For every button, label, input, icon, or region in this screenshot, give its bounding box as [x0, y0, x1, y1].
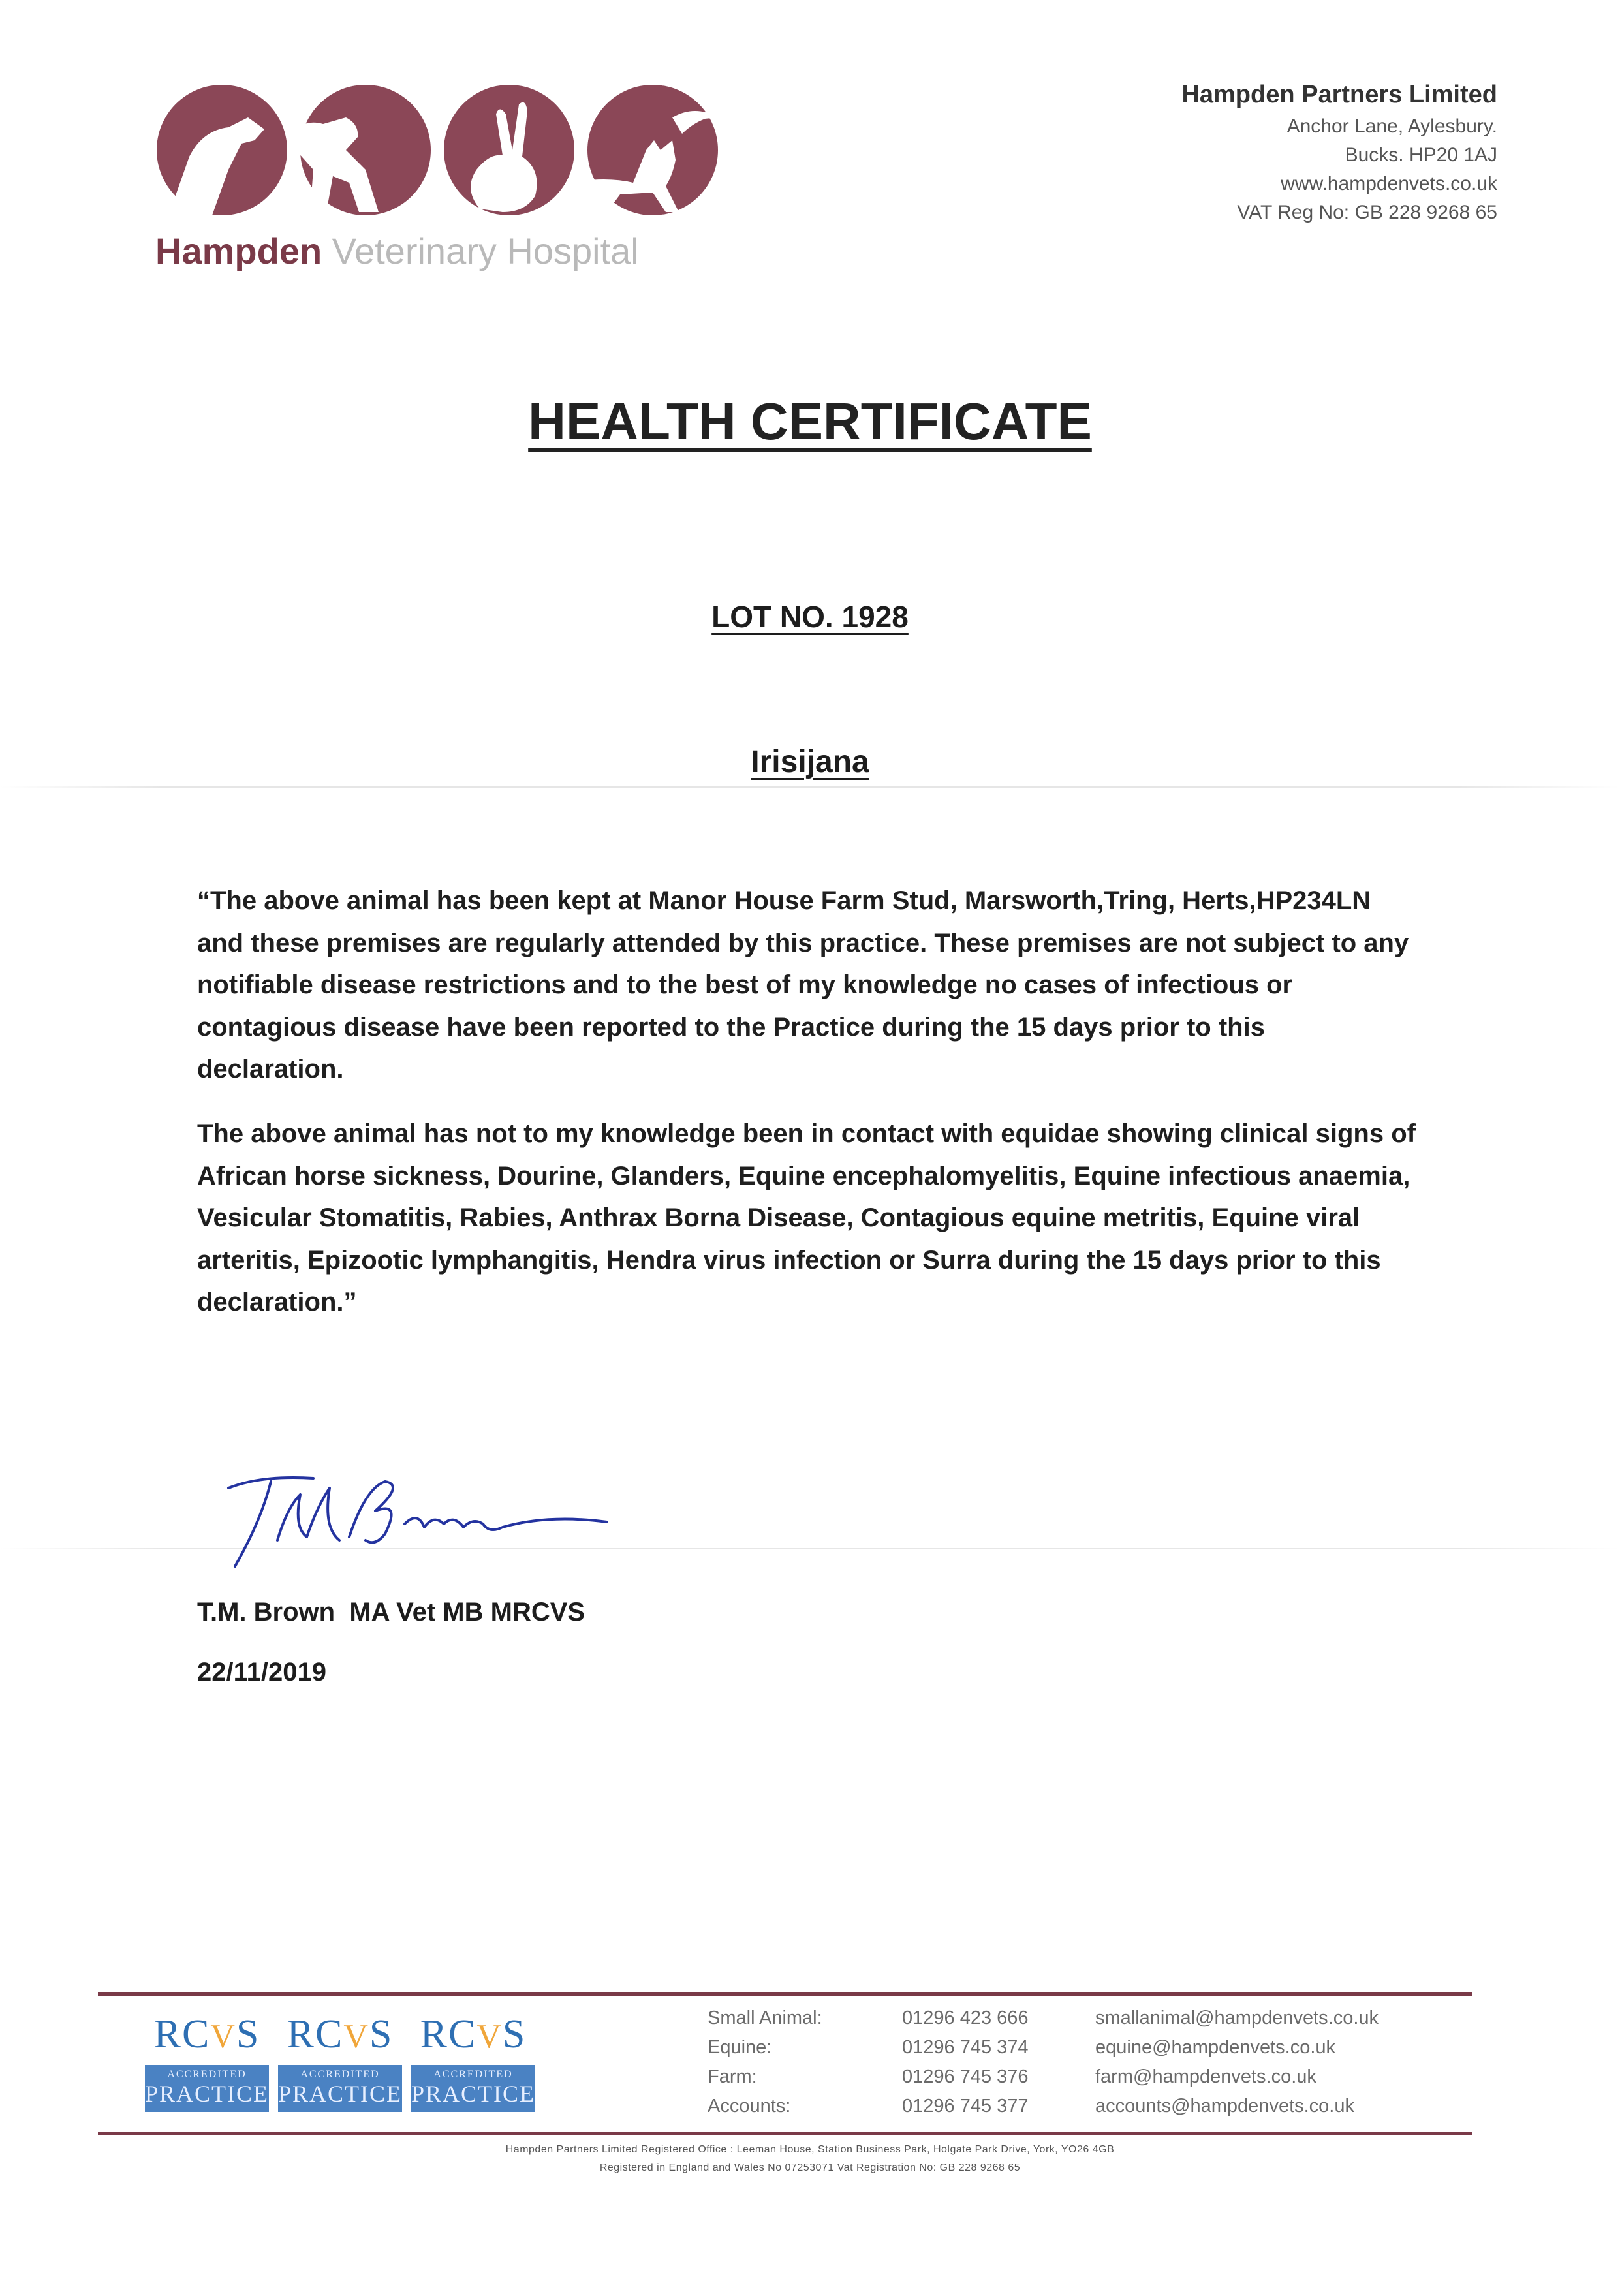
address-line-2: Bucks. HP20 1AJ — [1345, 144, 1497, 166]
address-line-1: Anchor Lane, Aylesbury. — [1286, 116, 1497, 137]
contact-email: accounts@hampdenvets.co.uk — [1095, 2096, 1354, 2117]
contact-phone: 01296 423 666 — [902, 2008, 1029, 2028]
contact-dept: Small Animal: — [708, 2008, 822, 2028]
contact-row — [708, 2062, 1379, 2092]
rcvs-accredited-badge — [145, 2011, 269, 2122]
rcvs-mark: RCVS — [420, 2012, 527, 2056]
handwritten-signature-icon — [209, 1462, 633, 1592]
company-website: www.hampdenvets.co.uk — [1281, 173, 1497, 194]
contact-row — [708, 2033, 1379, 2062]
registration-line: Registered in England and Wales No 07253071 Vat Registration No: GB 228 9268 65 — [599, 2162, 1021, 2173]
animal-name — [0, 744, 1620, 780]
rcvs-badge-line2: PRACTICE — [278, 2081, 403, 2107]
contact-table — [708, 2004, 1379, 2121]
contact-row — [708, 2004, 1379, 2033]
contact-dept: Farm: — [708, 2066, 757, 2087]
signature-date: 22/11/2019 — [197, 1658, 326, 1686]
rcvs-accredited-badge — [278, 2011, 402, 2122]
registered-office-line: Hampden Partners Limited Registered Office : Leeman House, Station Business Park, Holgate Park Drive, York, YO26 4GB — [505, 2144, 1115, 2155]
declaration-paragraph-1: “The above animal has been kept at Manor House Farm Stud, Marsworth,Tring, Herts,HP234LN and these premises are regularly attended by this practice. These premises are not subject to any notifiable disease restrictions and to the best of my knowledge no cases of infectious or contagious disease have been reported to the Practice during the 15 days prior to this declaration. — [197, 886, 1409, 1083]
contact-row — [708, 2092, 1379, 2121]
signer-name: T.M. Brown MA Vet MB MRCVS — [197, 1598, 585, 1626]
contact-phone: 01296 745 374 — [902, 2037, 1029, 2058]
contact-phone: 01296 745 377 — [902, 2096, 1029, 2117]
company-address-block — [1181, 77, 1497, 227]
hospital-logo — [150, 78, 724, 294]
lot-number — [0, 599, 1620, 634]
rcvs-accredited-badge — [411, 2011, 535, 2122]
vat-number: VAT Reg No: GB 228 9268 65 — [1237, 202, 1497, 223]
document-title-text: HEALTH CERTIFICATE — [528, 392, 1092, 450]
animal-silhouettes-icon — [150, 78, 724, 222]
rcvs-badge-plate — [145, 2065, 269, 2112]
rcvs-badge-plate — [411, 2065, 535, 2112]
contact-dept: Accounts: — [708, 2096, 791, 2117]
rcvs-badge-line2: PRACTICE — [411, 2081, 536, 2107]
lot-number-text: LOT NO. 1928 — [711, 600, 909, 634]
contact-dept: Equine: — [708, 2037, 772, 2058]
rcvs-badge-line1: ACCREDITED — [300, 2069, 380, 2080]
animal-name-text: Irisijana — [751, 745, 869, 779]
contact-email: smallanimal@hampdenvets.co.uk — [1095, 2008, 1379, 2028]
rcvs-mark: RCVS — [287, 2012, 394, 2056]
rcvs-badge-line1: ACCREDITED — [167, 2069, 247, 2080]
contact-email: farm@hampdenvets.co.uk — [1095, 2066, 1316, 2087]
registered-office-notice — [0, 2141, 1620, 2177]
rcvs-mark: RCVS — [153, 2012, 260, 2056]
declaration-paragraph-2: The above animal has not to my knowledge been in contact with equidae showing clinical signs of African horse sickness, Dourine, Glanders, Equine encephalomyelitis, Equine infectious anaemia, Vesicular Stomatitis, Rabies, Anthrax Borna Disease, Contagious equine metritis, Equine viral arteritis, Epizootic lymphangitis, Hendra virus infection or Surra during the 15 days prior to this declaration.” — [197, 1119, 1416, 1316]
hospital-name-bold: Hampden — [155, 230, 322, 271]
rcvs-badge-line1: ACCREDITED — [433, 2069, 513, 2080]
footer-divider-top — [98, 1992, 1472, 1996]
contact-email: equine@hampdenvets.co.uk — [1095, 2037, 1336, 2058]
contact-phone: 01296 745 376 — [902, 2066, 1029, 2087]
document-title — [0, 392, 1620, 452]
hospital-name-light: Veterinary Hospital — [332, 230, 639, 271]
rcvs-badge-plate — [278, 2065, 402, 2112]
signature — [209, 1462, 633, 1592]
paper-fold-line — [0, 786, 1620, 788]
rcvs-badge-line2: PRACTICE — [145, 2081, 270, 2107]
hospital-name — [155, 230, 639, 272]
company-name: Hampden Partners Limited — [1181, 81, 1497, 108]
footer-divider-bottom — [98, 2132, 1472, 2135]
